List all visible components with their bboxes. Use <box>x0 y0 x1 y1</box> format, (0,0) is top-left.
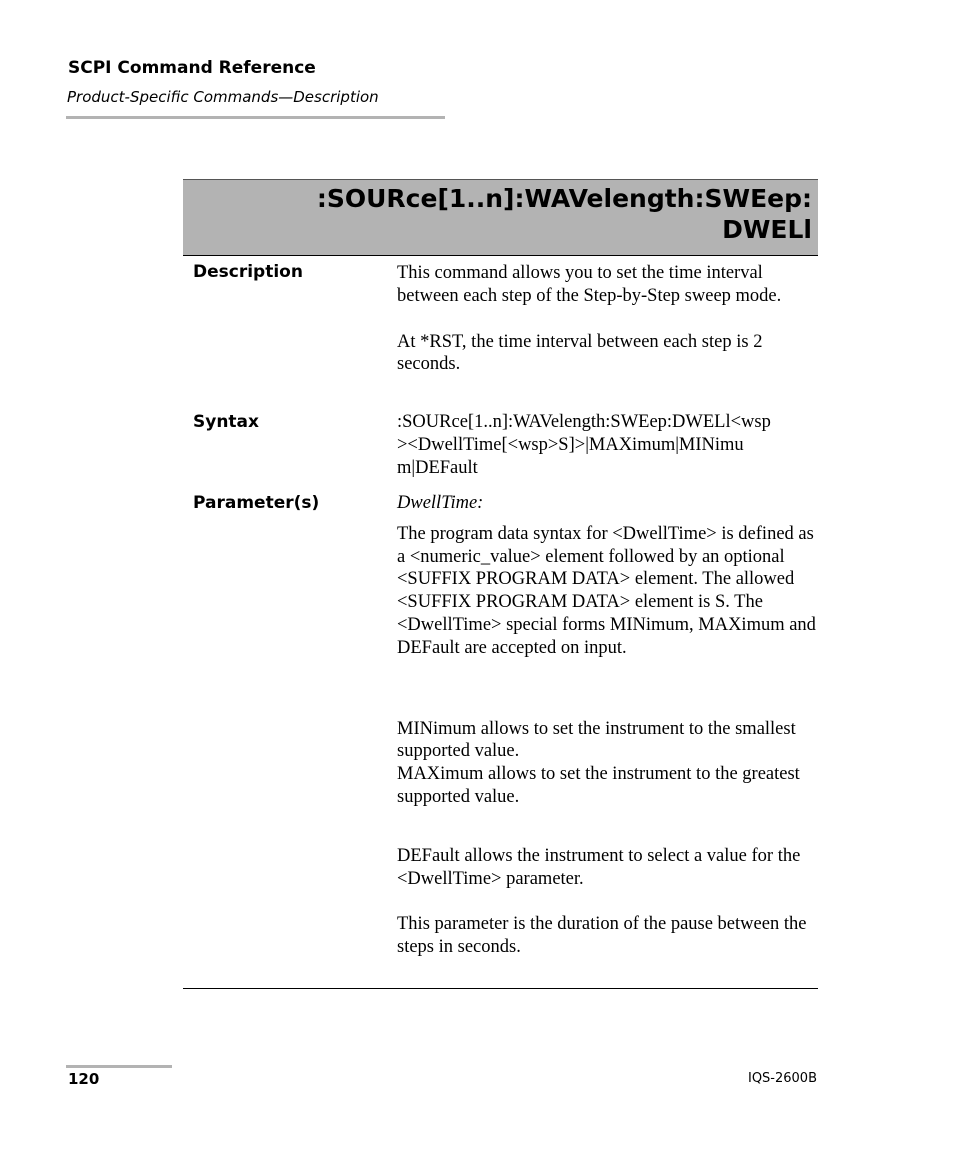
parameters-label: Parameter(s) <box>193 493 320 513</box>
command-title-line2: DWELl <box>722 215 812 244</box>
description-text <box>397 262 817 376</box>
section-title: SCPI Command Reference <box>68 58 316 78</box>
syntax-line-2: ><DwellTime[<wsp>S]>|MAXimum|MINimu <box>397 434 744 455</box>
parameter-name: DwellTime: <box>397 493 484 513</box>
parameter-para-5: This parameter is the duration of the pause between the steps in seconds. <box>397 914 807 958</box>
parameters-text <box>397 492 817 959</box>
page-number: 120 <box>68 1070 100 1088</box>
command-title <box>317 183 812 245</box>
product-name: IQS-2600B <box>747 1071 817 1086</box>
command-title-line1: :SOURce[1..n]:WAVelength:SWEep: <box>316 184 812 213</box>
parameter-para-4: DEFault allows the instrument to select a value for the <DwellTime> parameter. <box>397 845 801 889</box>
parameter-para-1: The program data syntax for <DwellTime> is defined as a <numeric_value> element followed by an optional <SUFFIX PROGRAM DATA> element. The allowed <SUFFIX PROGRAM DATA> element is S. The <DwellTime> special forms MINimum, MAXimum and DEFault are accepted on input. <box>397 523 816 658</box>
header-divider <box>66 116 445 119</box>
syntax-line-1: :SOURce[1..n]:WAVelength:SWEep:DWELl<wsp <box>397 412 771 432</box>
description-para-2: At *RST, the time interval between each step is 2 seconds. <box>397 331 763 375</box>
description-para-1: This command allows you to set the time interval between each step of the Step-by-Step sweep mode. <box>397 263 782 306</box>
command-heading-band <box>183 179 818 256</box>
syntax-label: Syntax <box>193 412 259 432</box>
parameter-para-3: MAXimum allows to set the instrument to the greatest supported value. <box>397 764 800 807</box>
table-bottom-rule <box>183 988 818 989</box>
section-subtitle: Product-Specific Commands—Description <box>67 88 379 106</box>
description-label: Description <box>193 262 303 282</box>
syntax-text <box>397 411 817 479</box>
parameter-para-2: MINimum allows to set the instrument to the smallest supported value. <box>397 718 796 762</box>
syntax-line-3: m|DEFault <box>397 457 478 478</box>
footer-divider <box>66 1065 172 1068</box>
